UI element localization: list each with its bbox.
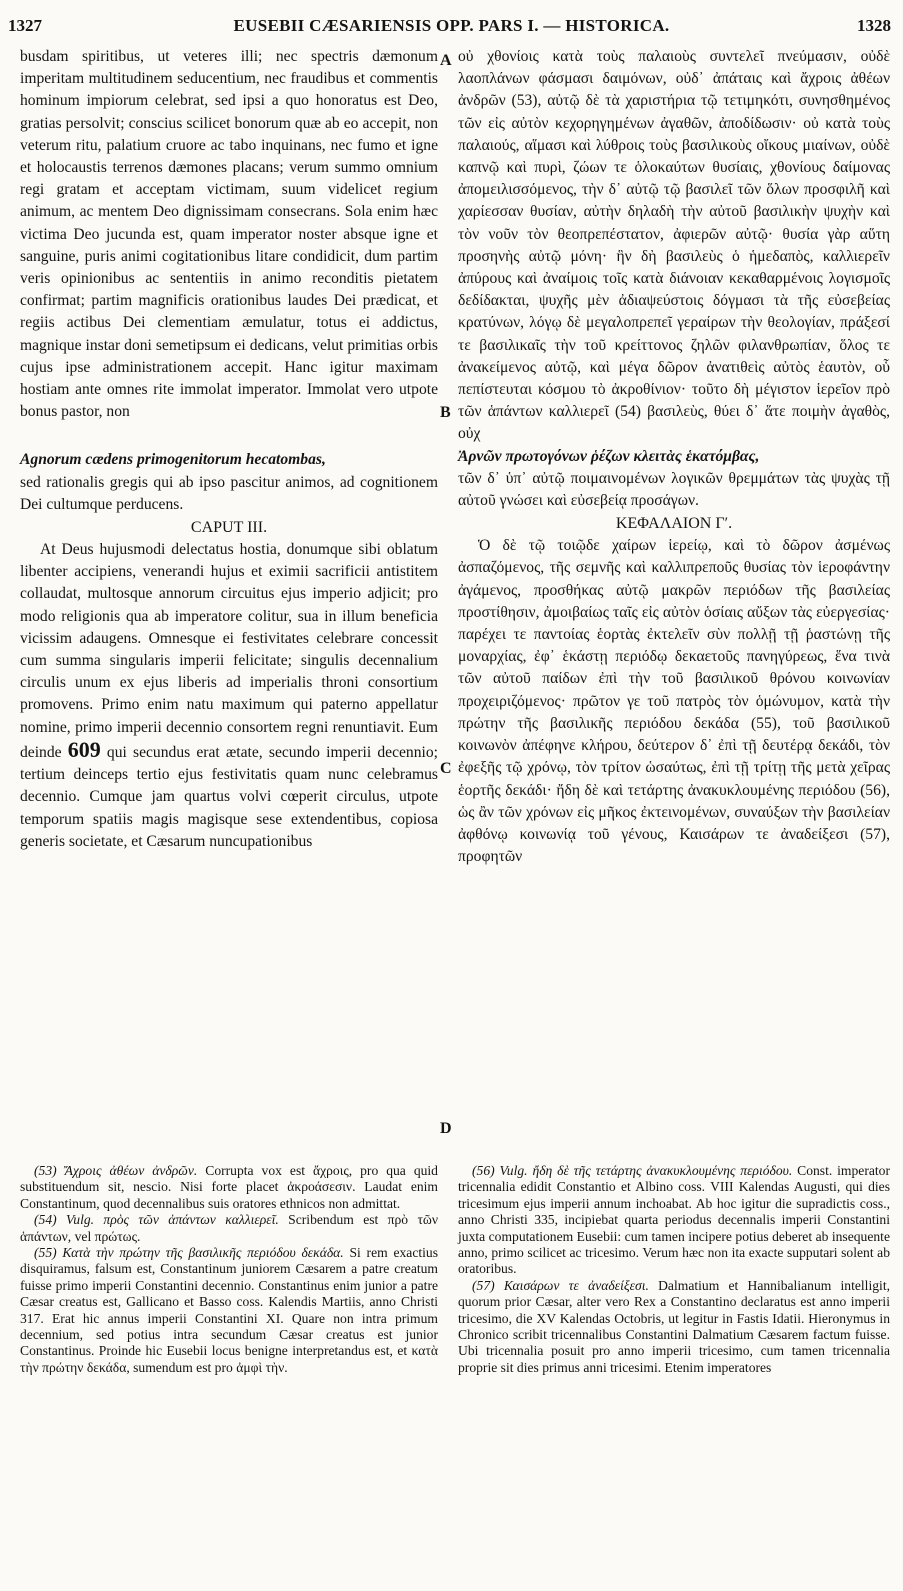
greek-verse: Ἀρνῶν πρωτογόνων ῥέζων κλειτὰς ἑκατόμβας, bbox=[458, 447, 760, 465]
footnote-56 bbox=[458, 1163, 890, 1278]
footnote-57-lemma: (57) Καισάρων τε ἀναδείξεσι. bbox=[472, 1277, 649, 1293]
footnote-53 bbox=[20, 1163, 438, 1212]
footnote-54 bbox=[20, 1212, 438, 1245]
footnote-56-lemma: (56) Vulg. ἤδη δὲ τῆς τετάρτης ἀνακυκλουμένης περιόδου. bbox=[472, 1163, 793, 1178]
greek-paragraph-1: οὐ χθονίοις κατὰ τοὺς παλαιοὺς συντελεῖ πνεύμασιν, οὐδὲ λαοπλάνων φάσμασι δαιμόνων, οὐδ᾽ ἀπάταις καὶ ἄχροις ἀθέων ἀνδρῶν (53), αὐτῷ δὲ τὰ χαριστήρια τῷ τετιμηκότι, συνησθημένος τῶν εἰς αὐτὸν κεχορηγημένων ἀγαθῶν, ἀποδίδωσιν· οὐ κατὰ τοὺς παλαιούς, αἵμασι καὶ λύθροις τοὺς βασιλικοὺς οἴκους μιαίνων, οὐδὲ καπνῷ καὶ πυρὶ, ζώων τε ὁλοκαύτων θυσίαις, χθονίους δαίμονας ἀπομειλισσόμενος, τὴν δ᾽ αὐτῷ τῷ βασιλεῖ τῶν ὅλων προσφιλῆ καὶ χαρίεσσαν θυσίαν, αὐτὴν δηλαδὴ τὴν αὐτοῦ βασιλικὴν ψυχὴν καὶ τὸν νοῦν τὸν θεοπρεπέστατον, ἀφιερῶν αὐτῷ· θυσία γὰρ αὕτη προσηνὴς αὐτῷ μόνη· ἣν δὴ βασιλεὺς ὁ ἡμεδαπὸς, καλλιερεῖν ἀπύρους καὶ ἀναίμοις τοῖς κατὰ διάνοιαν κεκαθαρμένοις λογισμοῖς δεδίδακται, ψυχῆς μὲν ἀδιαψεύστοις δόγμασι τὰ τῆς εὐσεβείας κρατύνων, λόγῳ δὲ μεγαλοπρεπεῖ γεραίρων τὴν θεολογίαν, πράξεσί τε βασιλικαῖς τὴν τοῦ κρείττονος ζηλῶν φιλανθρωπίαν, ὅλος τε ἀνακείμενος αὐτῷ, καὶ μέγα δῶρον ἀνατιθεὶς αὐτὸς ἑαυτὸν, οὗ πεπίστευται κόσμου τὸ ἀκροθίνιον· τοῦτο δὴ μέγιστον ἱερεῖον πρὸ τῶν ἁπάντων καλλιερεῖ (54) βασιλεὺς, θύει δ᾽ ἅτε ποιμὴν ἀγαθὸς, οὐχ bbox=[458, 48, 890, 443]
latin-chapter-heading: CAPUT III. bbox=[190, 519, 268, 537]
footnotes-left bbox=[20, 1163, 438, 1376]
footnote-57-text: Dalmatium et Hannibalianum intelligit, quorum prior Cæsar, alter vero Rex a Constantino declaratus est anno imperii tricesimo, die XV Kalendas Octobris, ut legitur in Fastis Idatii. Hieronymus in Chronico scribit tricennalibus Constantini Dalmatium Cæsarem factum fuisse. Ubi tricennalia posuit pro anno imperii tricesimo, cum tamen tricennalia proprie sit dies primus anni tricesimi. Etenim imperatores bbox=[458, 1277, 890, 1375]
greek-chapter-heading: ΚΕΦΑΛΑΙΟΝ Γ′. bbox=[615, 515, 733, 533]
latin-paragraph-3a: At Deus hujusmodi delectatus hostia, donumque sibi oblatum libenter accipiens, venerandi hujus et eximii sacrificii antistitem collaudat, multosque annorum circuitus ejus imperio adjicit; pro modo religionis qua ab imperatore colitur, sua in illum beneficia vicissim adaugens. Omnesque ei festivitates celebrare concessit cum summa singularis imperii felicitate; singulis decennalium circulis unum ex ejus liberis ad imperialis throni consortium promovens. Primo enim natu maximum qui paterno appellatur nomine, primo imperii decennio consortem regni renuntiavit. Eum deinde bbox=[20, 541, 438, 761]
footnote-53-text: Corrupta vox est ἄχροις, pro qua quid substituendum sit, nescio. Nisi forte placet ἀκροάσεσιν. Laudat enim Constantinum, quod decennalibus suis oratores ethnicos non admittat. bbox=[20, 1163, 438, 1211]
footnote-56-text: Const. imperator tricennalia edidit Constantio et Albino coss. VIII Kalendas Augusti, qui dies tricesimum ejus imperii annum inchoabat. Ab hoc igitur die supradictis coss., anno Christi 335, incipiebat quarta periodus decennalis imperii Constantini juxta computationem Eusebii: cum tamen incipere potius deberet ab insequente anno, primo scilicet ac tricesimo. Verum hæc non ita exacte supputari solent ab oratoribus. bbox=[458, 1163, 890, 1277]
greek-column bbox=[458, 46, 890, 868]
footnote-54-lemma: (54) Vulg. πρὸς τῶν ἁπάντων καλλιερεῖ. bbox=[34, 1212, 279, 1228]
margin-mark-c: C bbox=[440, 760, 452, 777]
running-header bbox=[0, 10, 903, 40]
latin-paragraph-3b: qui secundus erat ætate, secundo imperii decennio; tertium deinceps tertio ejus festivitatis quam nunc celebramus decennio. Cumque jam quartus volvi cœperit circulus, utpote temporum spatiis magis magisque sese extendentibus, copiosa generis societate, et Cæsarum nuncupationibus bbox=[20, 743, 438, 850]
margin-mark-a: A bbox=[440, 52, 452, 69]
footnotes-right bbox=[458, 1163, 890, 1376]
latin-column bbox=[20, 46, 438, 853]
latin-paragraph-1: busdam spiritibus, ut veteres illi; nec spectris dæmonum imperitam multitudinem seducentium, nec fraudibus et commentis hominum impiorum celebrat, sed ipsi a quo honoratus est Deo, gratias persolvit; conscius scilicet bonorum quæ ab eo accepit, non veterum ritu, palatium cruore ac tabo inquinans, nec fumo et igne et holocaustis terrenos dæmones placans; verum summo omnium regi gratam et acceptam victimam, suum videlicet regium animum, ac mentem Deo dignissimam consecrans. Sola enim hæc victima Deo jucunda est, quam imperator noster absque igne et sanguine, puris animi cogitationibus litare condidicit, dum partim veris opinionibus ac sententiis in animo reconditis pietatem confirmat; partim magnificis orationibus laudes Dei prædicat, et regiis actibus Dei clementiam æmulatur, totus ei addictus, magnique instar doni semetipsum ei dedicans, velut primitias orbis cujus ipse administrationem accepit. Hanc igitur maximam hostiam ante omnes rite immolat imperator. Immolat vero utpote bonus pastor, non bbox=[20, 48, 438, 421]
footnote-55-text: Si rem exactius disquiramus, falsum est, Constantinum juniorem Cæsarem a patre creatum fuisse primo imperii Constantini decennio. Constantinus enim junior a patre Cæsar creatus est, Gallicano et Basso coss. Kalendis Martiis, anno Christi 317. Erat hic annus imperii Constantini XI. Quare non intra primum decennium, sed potius intra secundum Cæsar creatus est junior Constantinus. Proinde hic Eusebii locus benigne interpretandus est, et κατὰ τὴν πρώτην δεκάδα, sumendum est pro ἀμφὶ τὴν. bbox=[20, 1245, 438, 1375]
greek-paragraph-3: Ὁ δὲ τῷ τοιῷδε χαίρων ἱερείῳ, καὶ τὸ δῶρον ἀσμένως ἀσπαζόμενος, τῆς σεμνῆς καὶ καλλιπρεποῦς θυσίας τὸν ἱεροφάντην ἀγάμενος, προσθήκας αὐτῷ μακρῶν περιόδων τῆς βασιλείας προστίθησιν, ἀμοιβαίως ταῖς εἰς αὐτὸν ὁσίαις αὔξων τὰς εὐεργεσίας· παρέχει τε παντοίας ἑορτὰς ἐκτελεῖν σὺν πολλῇ τῇ ῥαστώνῃ τῆς μοναρχίας, ἐφ᾽ ἑκάστῃ περιόδῳ δεκαετοῦς πανηγύρεως, ἕνα τινὰ τῶν αὐτοῦ παίδων ἐπὶ τὴν τοῦ βασιλικοῦ θρόνου κοινωνίαν προχειριζόμενος· πρῶτον γε τοῦ πατρὸς τὸν ὁμώνυμον, κατὰ τὴν πρώτην τῆς βασιλικῆς περιόδου δεκάδα (55), τοῦ βασιλικοῦ κοινωνὸν ἀπέφηνε κλήρου, δεύτερον δ᾽ ἐπὶ τῇ δευτέρᾳ δεκάδι, τὸν ἐφεξῆς τῷ χρόνῳ, τὸν τρίτον ὡσαύτως, ἐπὶ τῇ τρίτῃ τῆς μετὰ χεῖρας ἑορτῆς δεκάδι· ἤδη δὲ καὶ τετάρτης ἀνακυκλουμένης περιόδου (56), ὡς ἂν τῶν χρόνων εἰς μῆκος ἐκτεινομένων, συναύξων τὴν βασιλείαν ἀφθόνῳ κοινωνίᾳ τοῦ γένους, Καισάρων τε ἀναδείξεσι (57), προφητῶν bbox=[458, 537, 890, 866]
page-number-right: 1328 bbox=[857, 16, 891, 35]
page-number-left: 1327 bbox=[8, 16, 42, 35]
footnote-57 bbox=[458, 1278, 890, 1376]
footnote-54-text: Scribendum est πρὸ τῶν ἁπάντων, vel πρώτως. bbox=[20, 1212, 438, 1244]
running-title: EUSEBII CÆSARIENSIS OPP. PARS I. — HISTORICA. bbox=[233, 16, 670, 35]
footnote-55-lemma: (55) Κατὰ τὴν πρώτην τῆς βασιλικῆς περιόδου δεκάδα. bbox=[34, 1245, 344, 1261]
column-number-609: 609 bbox=[67, 736, 101, 762]
latin-verse: Agnorum cædens primogenitorum hecatombas, bbox=[20, 451, 326, 469]
latin-paragraph-2: sed rationalis gregis qui ab ipso pascitur animos, ad cognitionem Dei cultumque perducens. bbox=[20, 473, 438, 513]
margin-mark-d: D bbox=[440, 1120, 452, 1137]
margin-mark-b: B bbox=[440, 404, 451, 421]
footnote-55 bbox=[20, 1245, 438, 1376]
latin-paragraph-3 bbox=[20, 539, 438, 853]
footnote-53-lemma: (53) Ἄχροις ἀθέων ἀνδρῶν. bbox=[34, 1163, 198, 1178]
greek-paragraph-2: τῶν δ᾽ ὑπ᾽ αὐτῷ ποιμαινομένων λογικῶν θρεμμάτων τὰς ψυχὰς τῇ αὐτοῦ γνώσει καὶ εὐσεβείᾳ προσάγων. bbox=[458, 469, 890, 510]
